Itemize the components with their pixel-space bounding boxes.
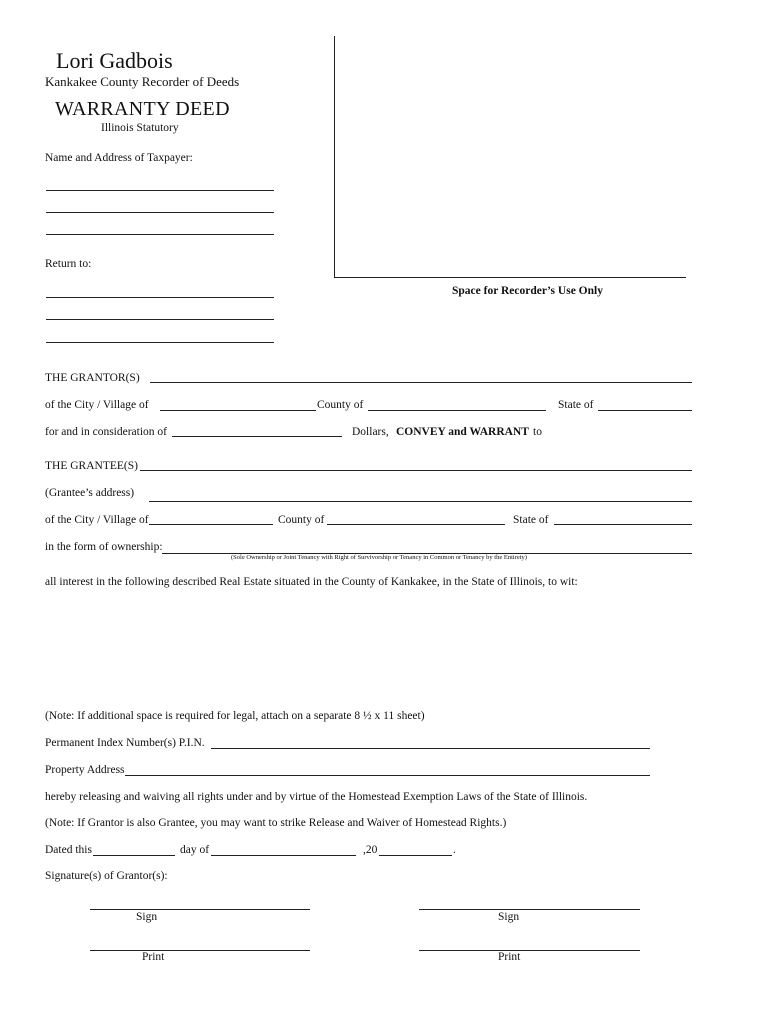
recorder-box-caption: Space for Recorder’s Use Only: [452, 285, 603, 297]
taxpayer-line-1[interactable]: [46, 190, 274, 191]
grantor-county-label: County of: [317, 399, 364, 411]
grantee-city-label: of the City / Village of: [45, 514, 149, 526]
grantor-1-sign-label: Sign: [136, 911, 158, 923]
grantee-label: THE GRANTEE(S): [45, 460, 138, 472]
recorder-box-left-border: [334, 36, 335, 278]
grantor-county-line[interactable]: [368, 410, 546, 411]
grantee-address-label: (Grantee’s address): [45, 487, 135, 499]
grantor-2-sign-label: Sign: [498, 911, 520, 923]
taxpayer-line-3[interactable]: [46, 234, 274, 235]
grantor-label: THE GRANTOR(S): [45, 372, 140, 384]
document-title: WARRANTY DEED: [55, 98, 230, 120]
grantee-county-label: County of: [278, 514, 325, 526]
grantor-1-print-line[interactable]: [90, 950, 310, 951]
grantor-city-label: of the City / Village of: [45, 399, 149, 411]
grantor-2-print-line[interactable]: [419, 950, 640, 951]
ownership-hint: (Sole Ownership or Joint Tenancy with Right of Survivorship or Tenancy in Common or Tenancy by the Entirety): [231, 554, 527, 561]
grantor-state-label: State of: [558, 399, 594, 411]
taxpayer-label: Name and Address of Taxpayer:: [45, 152, 193, 164]
grantee-state-line[interactable]: [554, 524, 692, 525]
recorder-name: Lori Gadbois: [56, 48, 173, 73]
dated-period: .: [453, 844, 456, 856]
day-of-label: day of: [180, 844, 210, 856]
legal-space-note: (Note: If additional space is required for legal, attach on a separate 8 ½ x 11 sheet): [45, 710, 425, 722]
pin-line[interactable]: [211, 748, 650, 749]
ownership-label: in the form of ownership:: [45, 541, 163, 553]
grantee-address-line[interactable]: [149, 501, 692, 502]
grantor-state-line[interactable]: [598, 410, 692, 411]
dated-label: Dated this: [45, 844, 92, 856]
pin-label: Permanent Index Number(s) P.I.N.: [45, 737, 205, 749]
consideration-label: for and in consideration of: [45, 426, 167, 438]
to-label: to: [533, 426, 542, 438]
consideration-amount-line[interactable]: [172, 436, 342, 437]
dated-year-line[interactable]: [379, 855, 452, 856]
year-prefix-label: ,20: [363, 844, 378, 856]
return-to-label: Return to:: [45, 258, 92, 270]
property-address-label: Property Address: [45, 764, 125, 776]
grantor-2-print-label: Print: [498, 951, 521, 963]
grantor-grantee-note: (Note: If Grantor is also Grantee, you may want to strike Release and Waiver of Homestead Rights.): [45, 817, 507, 829]
office-name: Kankakee County Recorder of Deeds: [45, 74, 240, 89]
signatures-label: Signature(s) of Grantor(s):: [45, 870, 168, 882]
taxpayer-line-2[interactable]: [46, 212, 274, 213]
grantor-name-line[interactable]: [150, 382, 692, 383]
recorder-box-bottom-border: [334, 277, 686, 278]
return-to-line-2[interactable]: [46, 319, 274, 320]
dated-day-line[interactable]: [93, 855, 175, 856]
property-address-line[interactable]: [125, 775, 650, 776]
grantee-name-line[interactable]: [140, 470, 692, 471]
grantee-state-label: State of: [513, 514, 549, 526]
grantor-city-line[interactable]: [160, 410, 316, 411]
grantor-1-sign-line[interactable]: [90, 909, 310, 910]
grantee-city-line[interactable]: [149, 524, 273, 525]
grantee-county-line[interactable]: [327, 524, 505, 525]
document-subtitle: Illinois Statutory: [101, 122, 179, 134]
grantor-2-sign-line[interactable]: [419, 909, 640, 910]
homestead-text: hereby releasing and waiving all rights under and by virtue of the Homestead Exemption Laws of the State of Illinois.: [45, 791, 588, 803]
dollars-label: Dollars,: [352, 426, 389, 438]
convey-warrant-label: CONVEY and WARRANT: [396, 426, 529, 438]
dated-month-line[interactable]: [211, 855, 356, 856]
return-to-line-3[interactable]: [46, 342, 274, 343]
return-to-line-1[interactable]: [46, 297, 274, 298]
grantor-1-print-label: Print: [142, 951, 165, 963]
legal-description-intro: all interest in the following described Real Estate situated in the County of Kankakee, in the State of Illinois, to wit:: [45, 576, 578, 588]
